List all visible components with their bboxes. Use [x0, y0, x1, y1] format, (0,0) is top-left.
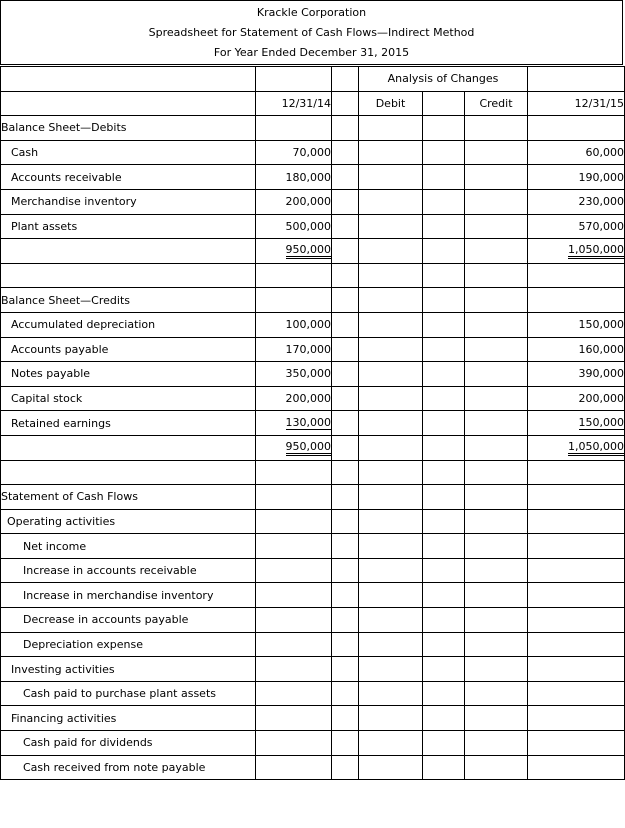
begin-value: 70,000 — [256, 140, 332, 165]
row-label: Decrease in accounts payable — [1, 608, 256, 633]
end-date-header: 12/31/15 — [528, 91, 625, 116]
row-label: Accumulated depreciation — [1, 312, 256, 337]
end-value: 190,000 — [528, 165, 625, 190]
section-row — [1, 116, 625, 141]
table-row — [1, 583, 625, 608]
end-value: 200,000 — [528, 386, 625, 411]
table-row — [1, 755, 625, 780]
subsection-row — [1, 657, 625, 682]
total-end-value: 1,050,000 — [568, 243, 624, 259]
total-end-value: 1,050,000 — [568, 440, 624, 456]
begin-date-header: 12/31/14 — [256, 91, 332, 116]
analysis-of-changes-header: Analysis of Changes — [359, 67, 528, 92]
financing-label: Financing activities — [1, 706, 256, 731]
operating-label: Operating activities — [1, 509, 256, 534]
debit-header: Debit — [359, 91, 423, 116]
row-label: Cash — [1, 140, 256, 165]
table-row — [1, 534, 625, 559]
end-value: 150,000 — [528, 312, 625, 337]
begin-value: 130,000 — [285, 416, 331, 430]
row-label: Capital stock — [1, 386, 256, 411]
blank-row — [1, 460, 625, 485]
total-begin-value: 950,000 — [286, 440, 332, 456]
table-row — [1, 214, 625, 239]
investing-label: Investing activities — [1, 657, 256, 682]
row-label: Cash paid to purchase plant assets — [1, 681, 256, 706]
period: For Year Ended December 31, 2015 — [213, 46, 410, 59]
begin-value: 350,000 — [256, 362, 332, 387]
begin-value: 180,000 — [256, 165, 332, 190]
begin-value: 500,000 — [256, 214, 332, 239]
subsection-row — [1, 706, 625, 731]
header-row-columns — [1, 91, 625, 116]
end-value: 390,000 — [528, 362, 625, 387]
table-row — [1, 681, 625, 706]
blank-row — [1, 263, 625, 288]
section-row — [1, 288, 625, 313]
total-begin-value: 950,000 — [286, 243, 332, 259]
begin-value: 200,000 — [256, 386, 332, 411]
end-value: 570,000 — [528, 214, 625, 239]
begin-value: 200,000 — [256, 189, 332, 214]
table-row — [1, 632, 625, 657]
row-label: Accounts receivable — [1, 165, 256, 190]
spreadsheet-title: Spreadsheet for Statement of Cash Flows—Indirect Method — [148, 26, 475, 39]
table-row — [1, 312, 625, 337]
table-row — [1, 189, 625, 214]
row-label: Cash received from note payable — [1, 755, 256, 780]
section-row — [1, 485, 625, 510]
row-label: Cash paid for dividends — [1, 731, 256, 756]
end-value: 60,000 — [528, 140, 625, 165]
table-row — [1, 362, 625, 387]
table-row — [1, 608, 625, 633]
total-row — [1, 239, 625, 264]
row-label: Notes payable — [1, 362, 256, 387]
row-label: Accounts payable — [1, 337, 256, 362]
begin-value: 170,000 — [256, 337, 332, 362]
end-value: 230,000 — [528, 189, 625, 214]
section-label: Balance Sheet—Debits — [1, 116, 256, 141]
table-row — [1, 411, 625, 436]
section-label: Balance Sheet—Credits — [1, 288, 256, 313]
row-label: Merchandise inventory — [1, 189, 256, 214]
subsection-row — [1, 509, 625, 534]
row-label: Net income — [1, 534, 256, 559]
table-row — [1, 140, 625, 165]
table-row — [1, 165, 625, 190]
row-label: Depreciation expense — [1, 632, 256, 657]
end-value: 150,000 — [578, 416, 625, 430]
end-value: 160,000 — [528, 337, 625, 362]
row-label: Increase in merchandise inventory — [1, 583, 256, 608]
row-label: Increase in accounts receivable — [1, 558, 256, 583]
title-block — [0, 0, 623, 65]
table-row — [1, 386, 625, 411]
credit-header: Credit — [465, 91, 528, 116]
row-label: Plant assets — [1, 214, 256, 239]
table-row — [1, 337, 625, 362]
table-row — [1, 731, 625, 756]
total-row — [1, 435, 625, 460]
row-label: Retained earnings — [1, 411, 256, 436]
section-label: Statement of Cash Flows — [1, 485, 256, 510]
worksheet-table — [0, 66, 625, 780]
header-row-analysis — [1, 67, 625, 92]
company-name: Krackle Corporation — [256, 6, 367, 19]
begin-value: 100,000 — [256, 312, 332, 337]
table-row — [1, 558, 625, 583]
